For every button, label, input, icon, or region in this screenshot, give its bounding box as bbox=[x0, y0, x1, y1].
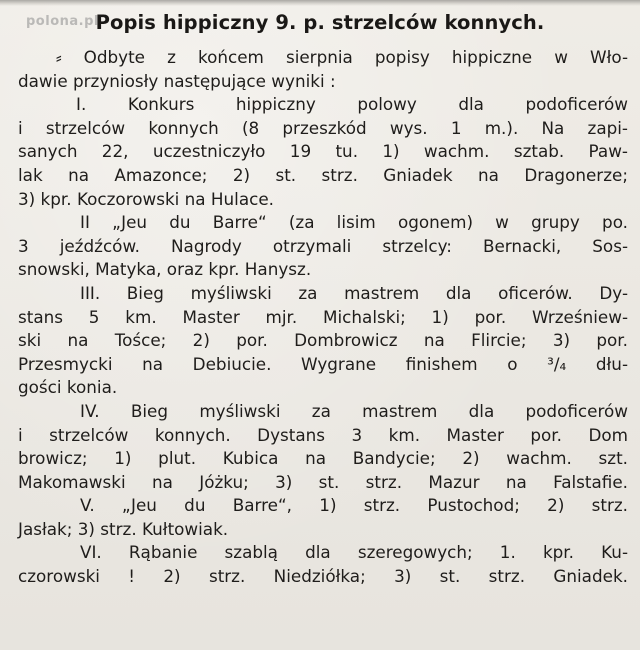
top-edge-strip bbox=[0, 0, 640, 6]
text-line: Przesmycki na Debiucie. Wygrane finishem o ³/₄ dłu- bbox=[18, 353, 628, 374]
text-line: stans 5 km. Master mjr. Michalski; 1) por. Wrześniew- bbox=[18, 306, 628, 327]
article-body bbox=[18, 46, 628, 589]
watermark: polona.pl bbox=[26, 14, 99, 29]
text-line: i strzelców konnych. Dystans 3 km. Master por. Dom bbox=[18, 424, 628, 445]
text-line: sanych 22, uczestniczyło 19 tu. 1) wachm. sztab. Paw- bbox=[18, 141, 628, 162]
article-headline: Popis hippiczny 9. p. strzelców konnych. bbox=[95, 11, 545, 34]
text-line: gości konia. bbox=[18, 377, 118, 398]
text-line: 3 jeźdźców. Nagrody otrzymali strzelcy: Bernacki, Sos- bbox=[18, 235, 628, 256]
text-line: Jasłak; 3) strz. Kułtowiak. bbox=[18, 518, 229, 539]
text-line: VI. Rąbanie szablą dla szeregowych; 1. kpr. Ku- bbox=[80, 542, 628, 563]
text-line: czorowski ! 2) strz. Niedziółka; 3) st. strz. Gniadek. bbox=[18, 566, 628, 587]
text-line: Makomawski na Jóżku; 3) st. strz. Mazur na Falstafie. bbox=[18, 471, 628, 492]
text-line: lak na Amazonce; 2) st. strz. Gniadek na Dragonerze; bbox=[18, 164, 628, 185]
text-line: dawie przyniosły następujące wyniki : bbox=[18, 70, 336, 91]
text-line: V. „Jeu du Barre“, 1) strz. Pustochod; 2) strz. bbox=[80, 495, 628, 516]
text-line: IV. Bieg myśliwski za mastrem dla podoficerów bbox=[80, 400, 628, 421]
text-line: browicz; 1) plut. Kubica na Bandycie; 2) wachm. szt. bbox=[18, 448, 628, 469]
text-line: 3) kpr. Koczorowski na Hulace. bbox=[18, 188, 275, 209]
text-line: snowski, Matyka, oraz kpr. Hanysz. bbox=[18, 259, 312, 280]
text-line: II „Jeu du Barre“ (za lisim ogonem) w grupy po. bbox=[80, 212, 628, 233]
text-line: III. Bieg myśliwski za mastrem dla oficerów. Dy- bbox=[80, 282, 628, 303]
text-line: ski na Tośce; 2) por. Dombrowicz na Flircie; 3) por. bbox=[18, 330, 628, 351]
text-line: ⸗ Odbyte z końcem sierpnia popisy hippiczne w Wło- bbox=[56, 47, 628, 67]
text-line: i strzelców konnych (8 przeszkód wys. 1 m.). Na zapi- bbox=[18, 117, 628, 138]
text-line: I. Konkurs hippiczny polowy dla podoficerów bbox=[76, 94, 628, 115]
